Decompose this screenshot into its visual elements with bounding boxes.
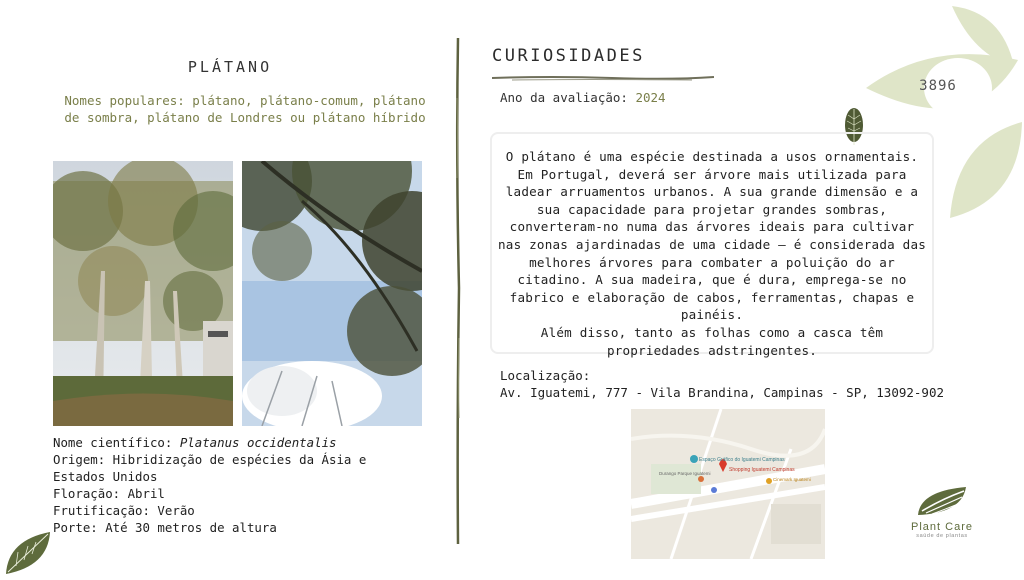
- map-label-1: Espaço Gráfico do Iguatemi Campinas: [699, 457, 785, 463]
- map-label-2: Shopping Iguatemi Campinas: [729, 467, 795, 473]
- location-address: Av. Iguatemi, 777 - Vila Brandina, Campinas - SP, 13092-902: [500, 385, 945, 400]
- plant-facts: [53, 434, 393, 536]
- location: [500, 367, 944, 401]
- divider-line: [452, 38, 464, 548]
- brand-logo: [900, 485, 984, 539]
- brand-name: Plant Care: [911, 521, 973, 533]
- evaluation-year: [500, 90, 666, 105]
- origin-row: Origem: Hibridização de espécies da Ásia e Estados Unidos: [53, 452, 367, 484]
- tree-photo-1: [53, 161, 233, 426]
- size-row: Porte: Até 30 metros de altura: [53, 520, 277, 535]
- plant-care-logo-icon: [912, 485, 972, 517]
- location-map[interactable]: [631, 409, 825, 559]
- popular-names: Nomes populares: plátano, plátano-comum, plátano de sombra, plátano de Londres ou plátano híbrido: [64, 93, 426, 125]
- plant-title: PLÁTANO: [187, 58, 273, 76]
- flowering-row: Floração: Abril: [53, 486, 165, 501]
- tree-photo-2: [242, 161, 422, 426]
- curiosities-title: CURIOSIDADES: [492, 46, 645, 66]
- location-label: Localização:: [500, 368, 591, 383]
- leaf-icon: [4, 530, 54, 580]
- year-value: 2024: [635, 90, 666, 105]
- fruiting-row: Frutificação: Verão: [53, 503, 195, 518]
- scientific-name: Platanus occidentalis: [179, 435, 337, 450]
- title-underline: [492, 67, 714, 86]
- score-badge: 3896: [919, 78, 957, 94]
- map-label-4: Cinemark Iguatemi: [773, 477, 811, 482]
- scientific-label: Nome científico:: [53, 435, 173, 450]
- year-label: Ano da avaliação:: [500, 90, 628, 105]
- scientific-name-row: [53, 434, 393, 451]
- curiosities-paragraph-2: Além disso, tanto as folhas como a casca têm propriedades adstringentes.: [540, 324, 884, 358]
- curiosities-paragraph: O plátano é uma espécie destinada a usos ornamentais. Em Portugal, deverá ser árvore mais utilizada para ladear arruamentos urbanos. A sua grande dimensão e a sua capacidade para projetar grandes sombras, converteram-no numa das árvores ideais para cultivar nas zonas ajardinadas de uma cidade – é considerada das melhores árvores para combater a poluição do ar citadino. A sua madeira, que é dura, emprega-se no fabrico e elaboração de cabos, ferramentas, chapas e painéis.: [498, 149, 927, 323]
- brand-tagline: saúde de plantas: [916, 533, 968, 539]
- map-label-3: Durango Parque Iguatemi: [659, 471, 711, 476]
- decorative-leaves-icon: [852, 0, 1024, 234]
